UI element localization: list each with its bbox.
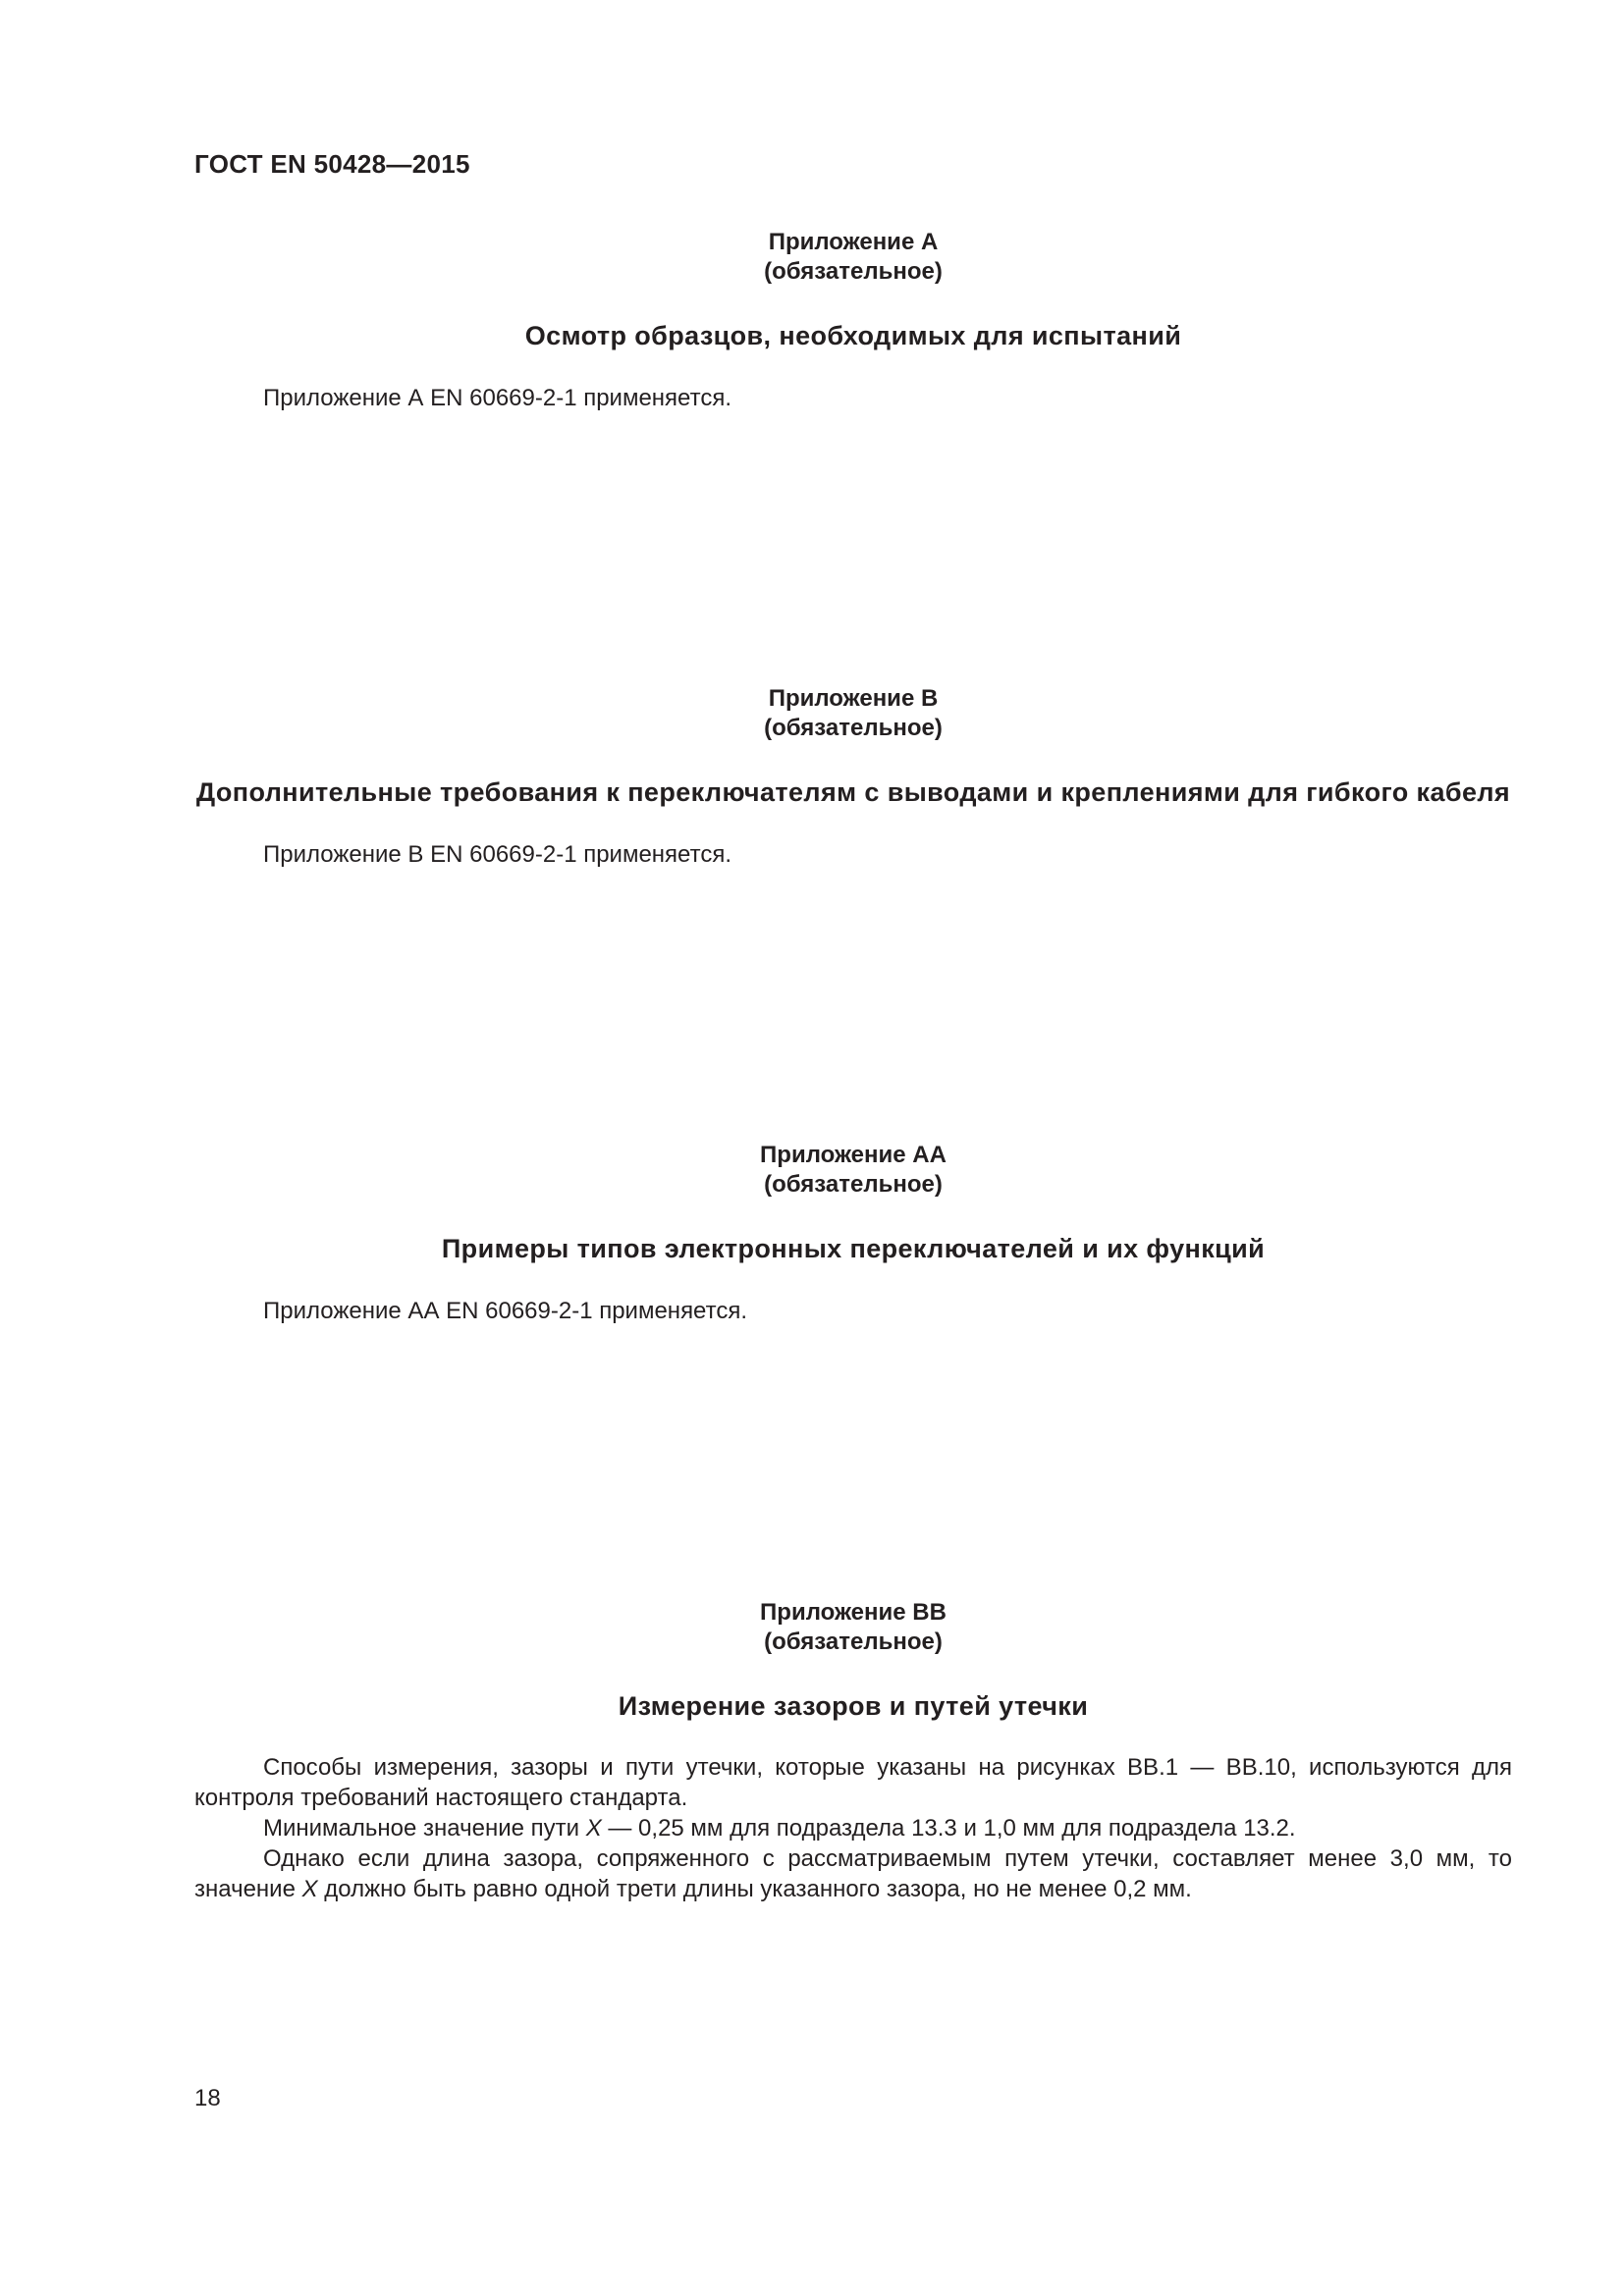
annex-bb-paragraph-3 (194, 1843, 1512, 1904)
annex-bb-p3-text-before: Однако если длина зазора, сопряженного с рассматриваемым путем утечки, составляет менее 3,0 мм, то значение (194, 1845, 1512, 1902)
annex-aa-body: Приложение АА EN 60669-2-1 применяется. (263, 1298, 747, 1324)
annex-a-status: (обязательное) (764, 258, 943, 285)
annex-bb-paragraph-2 (194, 1813, 1512, 1843)
annex-bb-p3-text-after: должно быть равно одной трети длины указанного зазора, но не менее 0,2 мм. (317, 1876, 1192, 1902)
annex-bb-p2-variable: X (585, 1815, 602, 1842)
annex-bb-p3-variable: X (301, 1876, 318, 1902)
annex-aa-label (194, 1141, 1512, 1200)
annex-bb-label (194, 1598, 1512, 1657)
annex-bb-title: Измерение зазоров и путей утечки (618, 1691, 1089, 1721)
annex-bb-p2-text-before: Минимальное значение пути (263, 1815, 586, 1842)
annex-a-label (194, 228, 1512, 287)
annex-aa-title: Примеры типов электронных переключателей и их функций (441, 1234, 1266, 1263)
annex-b-label (194, 684, 1512, 743)
annex-bb-paragraph-1: Способы измерения, зазоры и пути утечки, которые указаны на рисунках ВВ.1 — ВВ.10, используются для контроля требований настоящего стандарта. (194, 1754, 1512, 1811)
annex-b-status: (обязательное) (764, 715, 943, 741)
annex-bb-status: (обязательное) (764, 1629, 943, 1655)
annex-a-body: Приложение А EN 60669-2-1 применяется. (263, 385, 731, 411)
page-number: 18 (194, 2085, 221, 2111)
annex-bb-body (194, 1752, 1512, 1904)
annex-b-label-text: Приложение В (768, 685, 939, 712)
annex-b-title: Дополнительные требования к переключателям с выводами и креплениями для гибкого кабеля (195, 777, 1511, 807)
annex-a-label-text: Приложение А (768, 229, 939, 255)
annex-bb-label-text: Приложение ВВ (760, 1599, 947, 1626)
annex-bb-p2-text-after: — 0,25 мм для подраздела 13.3 и 1,0 мм для подраздела 13.2. (601, 1815, 1296, 1842)
annex-b-body: Приложение В EN 60669-2-1 применяется. (263, 841, 731, 868)
document-code: ГОСТ EN 50428—2015 (194, 149, 470, 179)
annex-aa-label-text: Приложение АА (760, 1142, 947, 1168)
annex-a-title: Осмотр образцов, необходимых для испытаний (524, 321, 1182, 350)
annex-aa-status: (обязательное) (764, 1171, 943, 1198)
